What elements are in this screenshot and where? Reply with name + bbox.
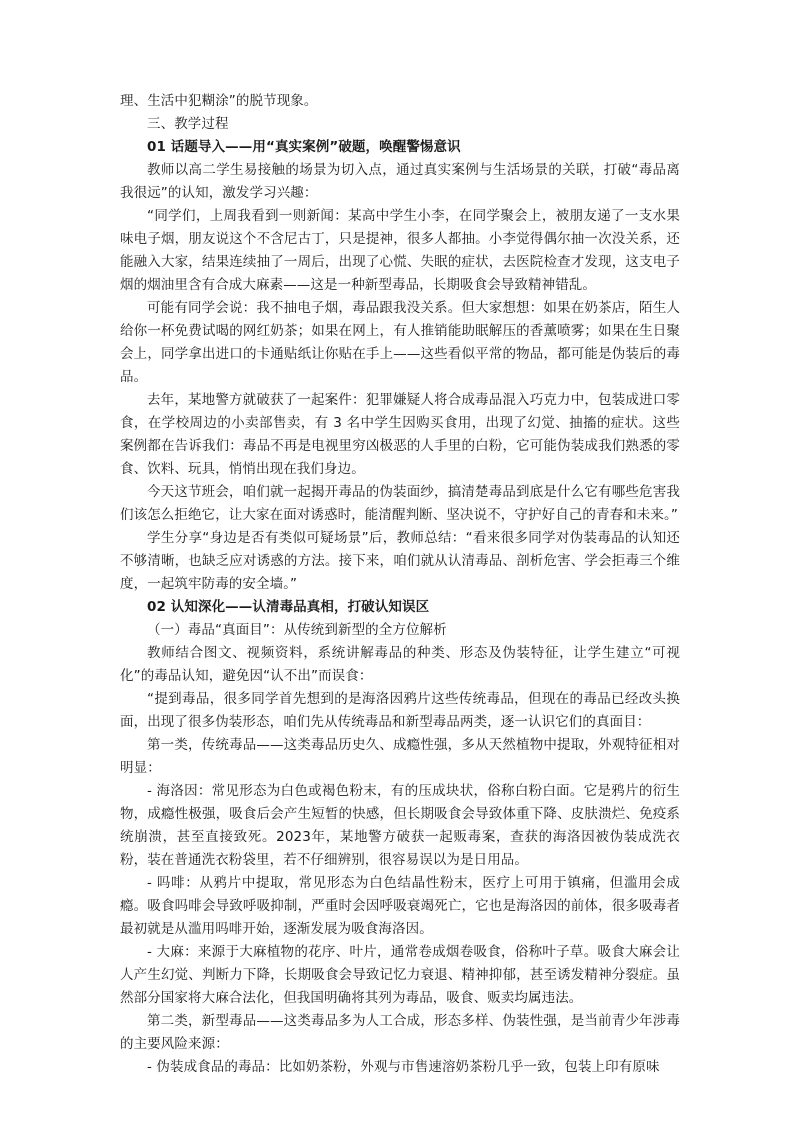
paragraph-teacher-explains: 教师结合图文、视频资料，系统讲解毒品的种类、形态及伪装特征，让学生建立“可视化”的毒品认知，避免因“认不出”而误食： [120, 645, 680, 684]
list-item-food-disguise: - 伪装成食品的毒品：比如奶茶粉，外观与市售速溶奶茶粉几乎一致，包装上印有原味 [147, 1059, 660, 1075]
subsection-heading-cognition: 02 认知深化——认清毒品真相，打破认知误区 [147, 599, 430, 615]
paragraph-new-drugs: 第二类，新型毒品——这类毒品多为人工合成，形态多样、伪装性强，是当前青少年涉毒的主要风险来源： [120, 1013, 680, 1052]
paragraph-disguise: 可能有同学会说：我不抽电子烟，毒品跟我没关系。但大家想想：如果在奶茶店，陌生人给你一杯免费试喝的网红奶茶；如果在网上，有人推销能助眠解压的香薰喷雾；如果在生日聚会上，同学拿出进口的卡通贴纸让你贴在手上——这些看似平常的物品，都可能是伪装后的毒品。 [120, 300, 680, 385]
subheading-drug-true-face: （一）毒品“真面目”：从传统到新型的全方位解析 [147, 622, 447, 638]
paragraph-police-case: 去年，某地警方就破获了一起案件：犯罪嫌疑人将合成毒品混入巧克力中，包装成进口零食，在学校周边的小卖部售卖，有 3 名中学生因购买食用，出现了幻觉、抽搐的症状。这些案例都在告诉我们：毒品不再是电视里穷凶极恶的人手里的白粉，它可能伪装成我们熟悉的零食、饮料、玩具，悄悄出现在我们身边。 [120, 392, 680, 477]
paragraph-quote-drugs: “提到毒品，很多同学首先想到的是海洛因鸦片这些传统毒品，但现在的毒品已经改头换面，出现了很多伪装形态，咱们先从传统毒品和新型毒品两类，逐一认识它们的真面目： [120, 691, 680, 730]
paragraph-quote-case: “同学们，上周我看到一则新闻：某高中学生小李，在同学聚会上，被朋友递了一支水果味电子烟，朋友说这个不含尼古丁，只是提神，很多人都抽。小李觉得偶尔抽一次没关系，还能融入大家，结果连续抽了一周后，出现了心慌、失眠的症状，去医院检查才发现，这支电子烟的烟油里含有合成大麻素——这是一种新型毒品，长期吸食会导致精神错乱。 [120, 208, 680, 293]
list-item-morphine: - 吗啡：从鸦片中提取，常见形态为白色结晶性粉末，医疗上可用于镇痛，但滥用会成瘾。吸食吗啡会导致呼吸抑制，严重时会因呼吸衰竭死亡，它也是海洛因的前体，很多吸毒者最初就是从滥用吗啡开始，逐渐发展为吸食海洛因。 [120, 875, 680, 937]
paragraph-class-goal: 今天这节班会，咱们就一起揭开毒品的伪装面纱，搞清楚毒品到底是什么它有哪些危害我们该怎么拒绝它，让大家在面对诱惑时，能清醒判断、坚决说不，守护好自己的青春和未来。” [120, 484, 680, 523]
paragraph-continuation: 理、生活中犯糊涂”的脱节现象。 [120, 93, 318, 109]
document-page [120, 90, 680, 1079]
paragraph-student-share: 学生分享“身边是否有类似可疑场景”后，教师总结：“看来很多同学对伪装毒品的认知还不够清晰，也缺乏应对诱惑的方法。接下来，咱们就从认清毒品、剖析危害、学会拒毒三个维度，一起筑牢防毒的安全墙。” [120, 530, 680, 592]
subsection-heading-topic-intro: 01 话题导入——用“真实案例”破题，唤醒警惕意识 [147, 139, 461, 155]
list-item-cannabis: - 大麻：来源于大麻植物的花序、叶片，通常卷成烟卷吸食，俗称叶子草。吸食大麻会让人产生幻觉、判断力下降，长期吸食会导致记忆力衰退、精神抑郁，甚至诱发精神分裂症。虽然部分国家将大麻合法化，但我国明确将其列为毒品，吸食、贩卖均属违法。 [120, 944, 680, 1006]
paragraph-traditional-drugs: 第一类，传统毒品——这类毒品历史久、成瘾性强，多从天然植物中提取，外观特征相对明显： [120, 737, 680, 776]
paragraph-intro: 教师以高二学生易接触的场景为切入点，通过真实案例与生活场景的关联，打破“毒品离我很远”的认知，激发学习兴趣： [120, 162, 680, 201]
list-item-heroin: - 海洛因：常见形态为白色或褐色粉末，有的压成块状，俗称白粉白面。它是鸦片的衍生物，成瘾性极强，吸食后会产生短暂的快感，但长期吸食会导致体重下降、皮肤溃烂、免疫系统崩溃，甚至直接致死。2023年，某地警方破获一起贩毒案，查获的海洛因被伪装成洗衣粉，装在普通洗衣粉袋里，若不仔细辨别，很容易误以为是日用品。 [120, 783, 680, 868]
section-heading-teaching-process: 三、教学过程 [147, 116, 229, 132]
